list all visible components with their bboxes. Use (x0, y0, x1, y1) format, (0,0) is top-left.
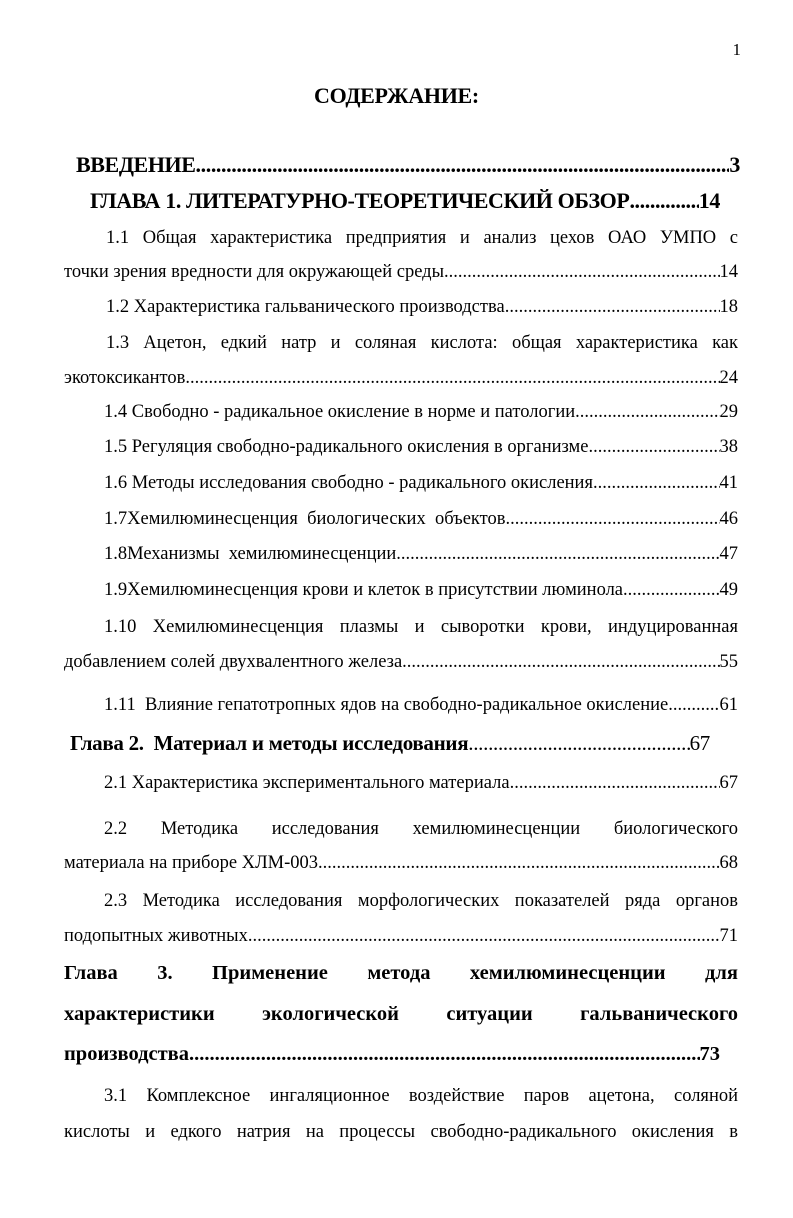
toc-entry-label-line3: производства (64, 1043, 189, 1065)
toc-entry-1-11[interactable] (104, 695, 738, 716)
toc-entry-label-line2: кислоты и едкого натрия на процессы свободно-радикального окисления в (64, 1122, 738, 1142)
toc-entry-label-line2: экотоксикантов (64, 368, 186, 388)
toc-entry-1-7[interactable] (104, 509, 738, 530)
toc-entry-page: 18 (719, 297, 738, 317)
toc-entry-label-line1: 2.2 Методика исследования хемилюминесценции биологического (104, 819, 738, 839)
leader-dots (575, 402, 719, 423)
toc-entry-label-line1: 3.1 Комплексное ингаляционное воздействие паров ацетона, соляной (104, 1086, 738, 1106)
toc-entry-page: 14 (698, 188, 720, 213)
toc-entry-label: 1.9Хемилюминесценция крови и клеток в присутствии люминола (104, 580, 624, 600)
toc-entry-page: 38 (719, 437, 738, 457)
leader-dots (189, 1043, 700, 1066)
toc-entry-1-2[interactable] (106, 297, 738, 318)
toc-entry-page: 14 (719, 262, 738, 282)
leader-dots (623, 580, 719, 601)
leader-dots (505, 297, 720, 318)
toc-entry-label: 1.7Хемилюминесценция биологических объектов (104, 509, 506, 529)
toc-entry-page: 46 (719, 509, 738, 529)
page-number: 1 (732, 40, 741, 59)
toc-entry-page: 29 (719, 402, 738, 422)
toc-entry-label-line1: Глава 3. Применение метода хемилюминесценции для (64, 962, 738, 984)
toc-entry-page: 49 (719, 580, 738, 600)
toc-entry-page: 73 (699, 1043, 720, 1065)
toc-entry-label-line2: точки зрения вредности для окружающей среды (64, 262, 445, 282)
toc-entry-label-line2: подопытных животных (64, 926, 248, 946)
toc-entry-page: 47 (719, 544, 738, 564)
toc-entry-label: 1.5 Регуляция свободно-радикального окисления в организме (104, 437, 589, 457)
toc-entry-1-8[interactable] (104, 544, 738, 565)
toc-entry-label-line1: 1.1 Общая характеристика предприятия и анализ цехов ОАО УМПО с (106, 228, 738, 248)
page-title: СОДЕРЖАНИЕ: (314, 83, 479, 108)
toc-entry-intro[interactable] (76, 152, 740, 178)
toc-entry-label: 1.8Механизмы хемилюминесценции (104, 544, 397, 564)
toc-entry-1-4[interactable] (104, 402, 738, 423)
leader-dots (248, 926, 720, 947)
leader-dots (318, 853, 719, 874)
leader-dots (402, 652, 719, 673)
toc-entry-1-5[interactable] (104, 437, 738, 458)
toc-entry-page: 61 (719, 695, 738, 715)
toc-entry-label: ВВЕДЕНИЕ (76, 152, 196, 177)
leader-dots (668, 695, 719, 716)
toc-entry-label-line1: 1.10 Хемилюминесценция плазмы и сыворотки крови, индуцированная (104, 617, 738, 637)
leader-dots (444, 262, 719, 283)
toc-entry-label-line1: 2.3 Методика исследования морфологических показателей ряда органов (104, 891, 738, 911)
leader-dots (588, 437, 719, 458)
toc-entry-page: 3 (729, 152, 740, 177)
toc-entry-label-line2: характеристики экологической ситуации гальванического (64, 1003, 738, 1025)
toc-entry-label: 1.6 Методы исследования свободно - радикального окисления (104, 473, 593, 493)
toc-entry-1-9[interactable] (104, 580, 738, 601)
toc-entry-page: 24 (719, 368, 738, 388)
toc-entry-page: 67 (689, 731, 710, 755)
leader-dots (506, 509, 720, 530)
leader-dots (510, 773, 720, 794)
toc-entry-page: 67 (719, 773, 738, 793)
toc-entry-label: ГЛАВА 1. ЛИТЕРАТУРНО-ТЕОРЕТИЧЕСКИЙ ОБЗОР (90, 188, 630, 213)
leader-dots (468, 731, 689, 756)
toc-entry-label: 1.4 Свободно - радикальное окисление в норме и патологии (104, 402, 576, 422)
toc-entry-label-line2: материала на приборе ХЛМ-003 (64, 853, 319, 873)
toc-entry-page: 71 (719, 926, 738, 946)
leader-dots (593, 473, 720, 494)
toc-entry-chapter-2[interactable] (70, 731, 710, 756)
toc-entry-label: 2.1 Характеристика экспериментального материала (104, 773, 510, 793)
toc-entry-label-line1: 1.3 Ацетон, едкий натр и соляная кислота: общая характеристика как (106, 333, 738, 353)
toc-entry-page: 55 (719, 652, 738, 672)
toc-entry-label: Глава 2. Материал и методы исследования (70, 731, 469, 755)
toc-entry-page: 41 (719, 473, 738, 493)
toc-entry-label: 1.2 Характеристика гальванического производства (106, 297, 505, 317)
leader-dots (396, 544, 719, 565)
toc-entry-label-line2: добавлением солей двухвалентного железа (64, 652, 403, 672)
toc-entry-2-1[interactable] (104, 773, 738, 794)
toc-entry-label: 1.11 Влияние гепатотропных ядов на свободно-радикальное окисление (104, 695, 669, 715)
toc-entry-1-6[interactable] (104, 473, 738, 494)
leader-dots (185, 368, 719, 389)
toc-entry-page: 68 (719, 853, 738, 873)
leader-dots (629, 188, 698, 214)
leader-dots (196, 152, 730, 178)
toc-entry-chapter-1[interactable] (90, 188, 720, 214)
